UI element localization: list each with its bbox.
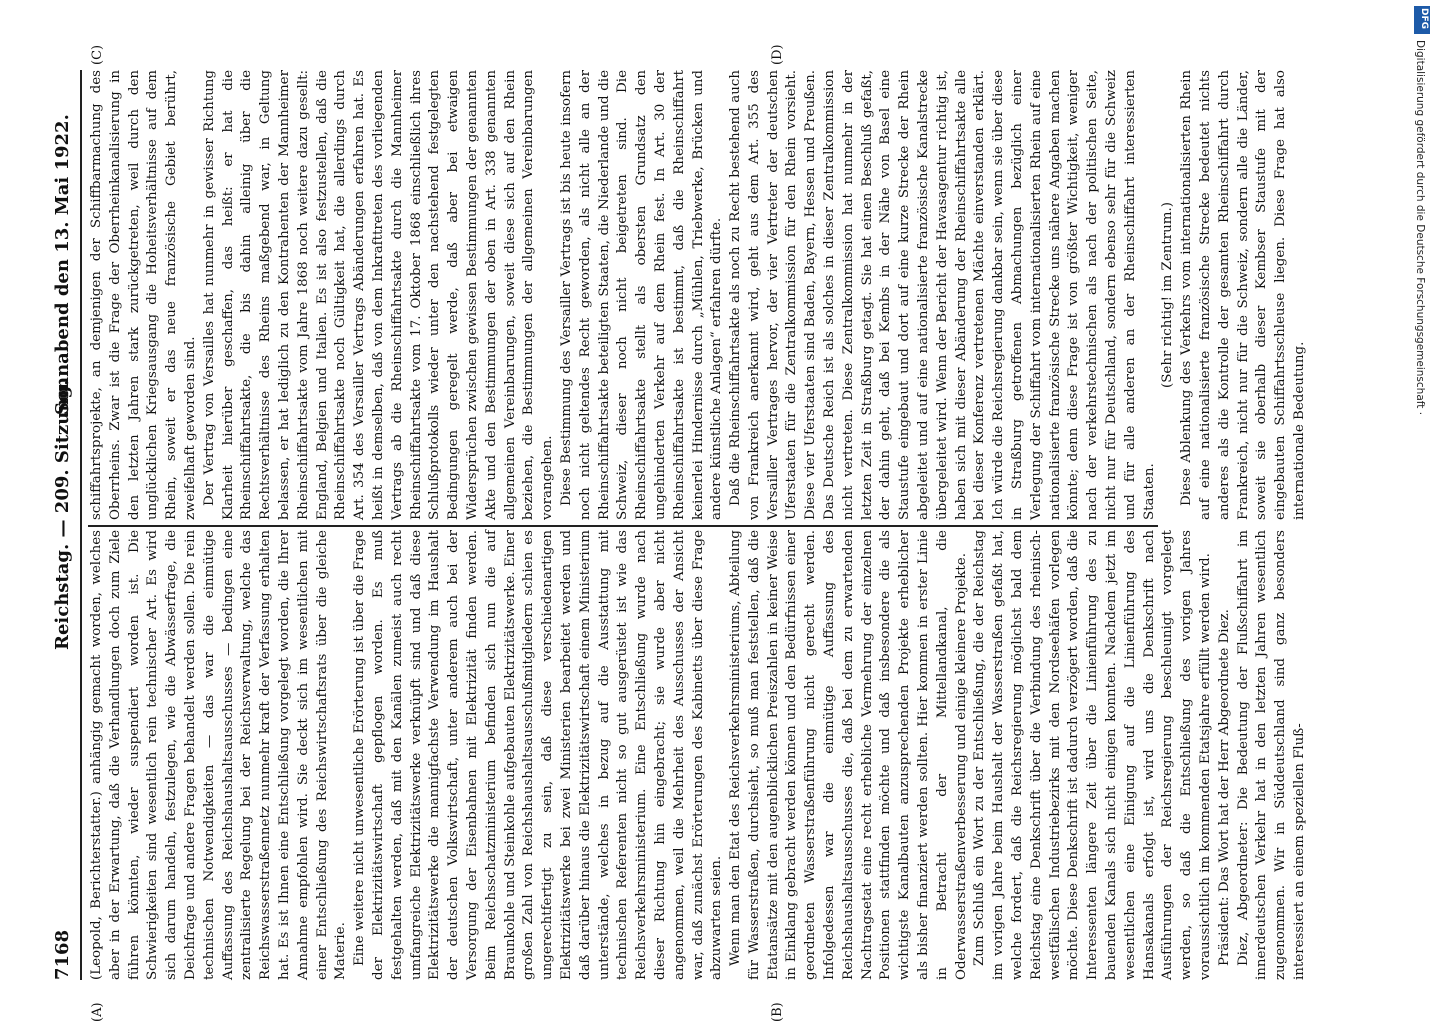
left-column — [88, 530, 1307, 980]
paragraph: Diez, Abgeordneter: Die Bedeutung der Flußschiffahrt im innerdeutschen Verkehr hat in den letzten Jahren wesentlich zugenommen. Wir in Süddeutschland sind ganz besonders interessiert an einem speziellen Fluß- — [1235, 530, 1307, 980]
page-number: 7168 — [52, 929, 73, 980]
paragraph: schiffahrtsprojekte, an demjenigen der Schiffbarmachung des Oberrheins. Zwar ist die Frage der Oberrheinkanalisierung in den letzten Jahren stark zurückgetreten, weil durch den unglücklichen Kriegsausgang die Hoheitsverhältnisse auf dem Rhein, soweit er das neue französische Gebiet berührt, zweifelhaft geworden sind. — [89, 70, 198, 520]
dfg-logo-icon: DFG — [1414, 6, 1430, 34]
session-title: Reichstag. — 209. Sitzung. — [52, 379, 73, 650]
running-header — [50, 70, 80, 980]
paragraph: Der Vertrag von Versailles hat nunmehr in gewisser Richtung Klarheit hierüber geschaffen, das heißt: er hat die Rheinschiffahrtsakte, die bis dahin alleinig über die Rechtsverhältnisse des Rheins maßgebend war, in Geltung belassen, er hat lediglich zu den Kontrahenten der Mannheimer Rheinschiffahrtsakte vom Jahre 1868 noch weitere dazu gesellt: England, Belgien und Italien. Es ist also festzustellen, daß die Rheinschiffahrtsakte noch Gültigkeit hat, die allerdings durch Art. 354 des Versailler Vertrags Abänderungen erfahren hat. Es heißt in demselben, daß von dem Inkrafttreten des vorliegenden Vertrags ab die Rheinschiffahrtsakte durch die Mannheimer Rheinschiffahrtsakte vom 17. Oktober 1868 einschließlich ihres Schlußprotokolls wieder unter den nachstehend festgelegten Bedingungen geregelt werde, daß aber bei etwaigen Widersprüchen zwischen gewissen Bestimmungen der genannten Akte und den Bestimmungen der oben in Art. 338 genannten allgemeinen Vereinbarungen, soweit diese sich auf den Rhein beziehen, die Bestimmungen der allgemeinen Vereinbarungen vorangehen. — [201, 70, 556, 520]
paragraph: Eine weitere nicht unwesentliche Erörterung ist über die Frage der Elektrizitätswirtschaft gepflogen worden. Es muß festgehalten werden, daß mit den Kanälen zumeist auch recht umfangreiche Elektrizitätswerke verknüpft sind und daß diese Elektrizitätswerke die mannigfachste Verwendung im Haushalt der deutschen Volkswirtschaft, unter anderem auch bei der Versorgung der Eisenbahnen mit Elektrizität finden werden. Beim Reichsschatzministerium befinden sich nun die auf Braunkohle und Steinkohle aufgebauten Elektrizitätswerke. Einer großen Zahl von Reichshaushaltsausschußmitgliedern schien es ungerechtfertigt zu sein, daß diese verschiedenartigen Elektrizitätswerke bei zwei Ministerien bearbeitet werden und daß darüber hinaus die Elektrizitätswirtschaft einem Ministerium unterstände, welches in bezug auf die Ausstattung mit technischen Referenten nicht so gut ausgerüstet ist wie das Reichsverkehrsministerium. Eine Entschließung wurde nach dieser Richtung hin eingebracht; sie wurde aber nicht angenommen, weil die Mehrheit des Ausschusses der Ansicht war, daß zunächst Erörterungen des Kabinetts über diese Frage abzuwarten seien. — [352, 530, 725, 980]
paragraph: Wenn man den Etat des Reichsverkehrsministeriums, Abteilung für Wasserstraßen, durchsieht, so muß man feststellen, daß die Etatansätze mit den augenblicklichen Preiszahlen in keiner Weise in Einklang gebracht werden können und den Bedürfnissen einer geordneten Wasserstraßenführung nicht gerecht werden. Infolgedessen war die einmütige Auffassung des Reichshaushaltsausschusses die, daß bei dem zu erwartenden Nachtragsetat eine recht erhebliche Vermehrung der einzelnen Positionen stattfinden möchte und daß insbesondere die als wichtigste Kanalbauten anzusprechenden Projekte erheblicher als bisher finanziert werden sollten. Hier kommen in erster Linie in Betracht der Mittellandkanal, die Oderwasserstraßenverbesserung und einige kleinere Projekte. — [728, 530, 969, 980]
paragraph: Daß die Rheinschiffahrtsakte als noch zu Recht bestehend auch von Frankreich anerkannt wird, geht aus dem Art. 355 des Versailler Vertrages hervor, der vier Vertreter der deutschen Uferstaaten für die Zentralkommission für den Rhein vorsieht. Diese vier Uferstaaten sind Baden, Bayern, Hessen und Preußen. Das Deutsche Reich ist als solches in dieser Zentralkommission nicht vertreten. Diese Zentralkommission hat nunmehr in der letzten Zeit in Straßburg getagt. Sie hat einen Beschluß gefaßt, der dahin geht, daß bei Kembs in der Nähe von Basel eine Staustufe eingebaut und dort auf eine kurze Strecke der Rhein abgeleitet und auf eine nationalisierte französische Kanalstrecke übergeleitet wird. Wenn der Bericht der Havasagentur richtig ist, haben sich mit dieser Abänderung der Rheinschiffahrtsakte alle bei dieser Konferenz vertretenen Mächte einverstanden erklärt. Ich würde die Reichsregierung dankbar sein, wenn sie über diese in Straßburg getroffenen Abmachungen bezüglich einer Verlegung der Schiffahrt vom internationalisierten Rhein auf eine nationalisierte französische Strecke uns nähere Angaben machen könnte; denn diese Frage ist von größter Wichtigkeit, weniger nach der verkehrstechnischen als nach der politischen Seite, nicht nur für Deutschland, sondern ebenso sehr für die Schweiz und für alle anderen an der Rheinschiffahrt interessierten Staaten. — [728, 70, 1157, 520]
margin-mark-a: (A) — [90, 1002, 105, 1022]
margin-mark-b: (B) — [770, 1002, 785, 1022]
paragraph: Zum Schluß ein Wort zu der Entschließung, die der Reichstag im vorigen Jahre beim Haushalt der Wasserstraßen gefaßt hat, welche fordert, daß die Reichsregierung möglichst bald dem Reichstag eine Denkschrift über die Verbindung des rheinisch-westfälischen Industriebezirks mit den Nordseehäfen vorlegen möchte. Diese Denkschrift ist dadurch verzögert worden, daß die Interessenten längere Zeit über die Linienführung des zu bauenden Kanals sich nicht einigen konnten. Nachdem jetzt im wesentlichen eine Einigung auf die Linienführung des Hansakanals erfolgt ist, wird uns die Denkschrift nach Ausführungen der Reichsregierung beschleunigt vorgelegt werden, so daß die Entschließung des vorigen Jahres voraussichtlich im kommenden Etatsjahre erfüllt werden wird. — [972, 530, 1214, 980]
digitization-credit — [1408, 40, 1434, 780]
session-date: Sonnabend den 13. Mai 1922. — [52, 114, 73, 415]
margin-mark-d: (D) — [770, 44, 785, 65]
paragraph: Diese Ablenkung des Verkehrs vom internationalisierten Rhein auf eine nationalisierte französische Strecke bedeutet nichts anderes als die Kontrolle der gesamten Rheinschiffahrt durch Frankreich, nicht nur für die Schweiz, sondern alle die Länder, soweit sie oberhalb dieser Kembser Staustufe mit der eingebauten Schiffahrtsschleuse liegen. Diese Frage hat also internationale Bedeutung. — [1179, 70, 1307, 520]
paragraph: Diese Bestimmung des Versailler Vertrags ist bis heute insofern noch nicht geltendes Recht geworden, als nicht alle an der Rheinschiffahrtsakte beteiligten Staaten, die Niederlande und die Schweiz, dieser noch nicht beigetreten sind. Die Rheinschiffahrtsakte stellt als obersten Grundsatz den ungehinderten Verkehr auf dem Rhein fest. In Art. 30 der Rheinschiffahrtsakte ist bestimmt, daß die Rheinschiffahrt keinerlei Hindernisse durch „Mühlen, Triebwerke, Brücken und andere künstliche Anlagen“ erfahren dürfte. — [558, 70, 725, 520]
header-rule — [80, 70, 82, 980]
interjection: (Sehr richtig! im Zentrum.) — [1160, 202, 1176, 388]
paragraph: Präsident: Das Wort hat der Herr Abgeordnete Diez. — [1216, 609, 1232, 966]
rotated-document — [50, 44, 1307, 1022]
margin-mark-c: (C) — [90, 44, 105, 65]
right-column — [88, 70, 1307, 520]
paragraph: (Leopold, Berichterstatter.) anhängig gemacht worden, welches aber in der Erwartung, daß die Verhandlungen doch zum Ziele führen könnten, wieder suspendiert worden ist. Die Schwierigkeiten sind wesentlich rein technischer Art. Es wird sich darum handeln, festzulegen, wie die Abwässerfrage, die Deichfrage und andere Fragen behandelt werden sollen. Die rein technischen Notwendigkeiten — das war die einmütige Auffassung des Reichshaushaltsausschusses — bedingen eine zentralisierte Regelung bei der Reichsverwaltung, welche das Reichswasserstraßennetz nunmehr kraft der Verfassung erhalten hat. Es ist Ihnen eine Entschließung vorgelegt worden, die Ihrer Annahme empfohlen wird. Sie deckt sich im wesentlichen mit einer Entschließung des Reichswirtschaftsrats über die gleiche Materie. — [89, 530, 349, 980]
credit-text: Digitalisierung gefördert durch die Deutsche Forschungsgemeinschaft · — [1414, 40, 1426, 416]
column-separator — [88, 525, 1158, 527]
